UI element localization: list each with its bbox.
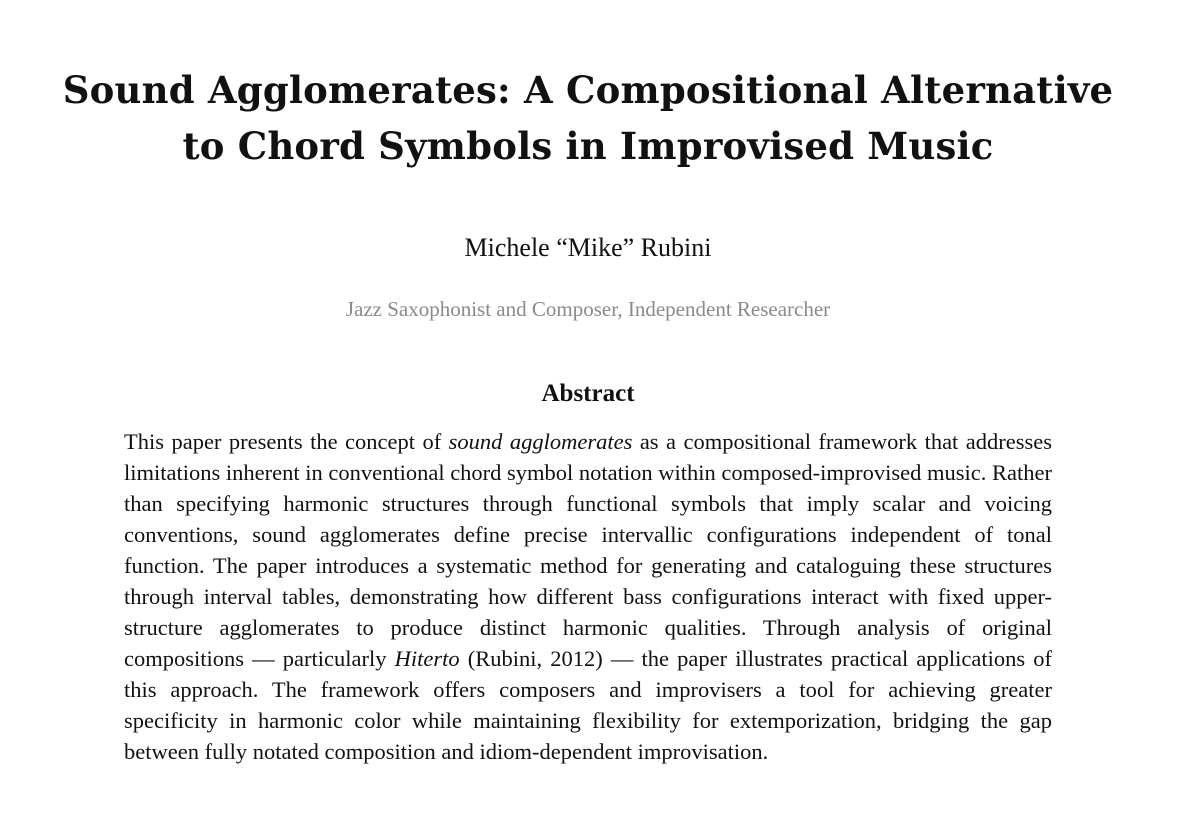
paper-title [40,62,1136,174]
author-name: Michele “Mike” Rubini [464,233,712,262]
abstract-text-part-3: (Rubini, 2012) — the paper illustrates practical applications of this approach. The framework offers composers and improvisers a tool for achieving greater specificity in harmonic color while maintaining flexibility for extemporization, bridging the gap between fully notated composition and idiom-dependent improvisation. [124,646,1052,764]
abstract-text-part-1: This paper presents the concept of [124,429,449,454]
author-affiliation: Jazz Saxophonist and Composer, Independent Researcher [345,297,831,321]
paper-title-line-2: to Chord Symbols in Improvised Music [182,124,994,168]
abstract-work-title: Hiterto [394,646,460,671]
abstract-body [124,426,1052,767]
paper-title-line-1: Sound Agglomerates: A Compositional Alternative [62,68,1114,112]
abstract-term-sound-agglomerates: sound agglomerates [448,429,633,454]
abstract-text-part-2: as a compositional framework that addresses limitations inherent in conventional chord symbol notation within composed-improvised music. Rather than specifying harmonic structures through functional symbols that imply scalar and voicing conventions, sound agglomerates define precise intervallic configurations independent of tonal function. The paper introduces a systematic method for generating and cataloguing these structures through interval tables, demonstrating how different bass configurations interact with fixed upper-structure agglomerates to produce distinct harmonic qualities. Through analysis of original compositions — particularly [124,429,1052,671]
abstract-heading: Abstract [541,380,635,407]
